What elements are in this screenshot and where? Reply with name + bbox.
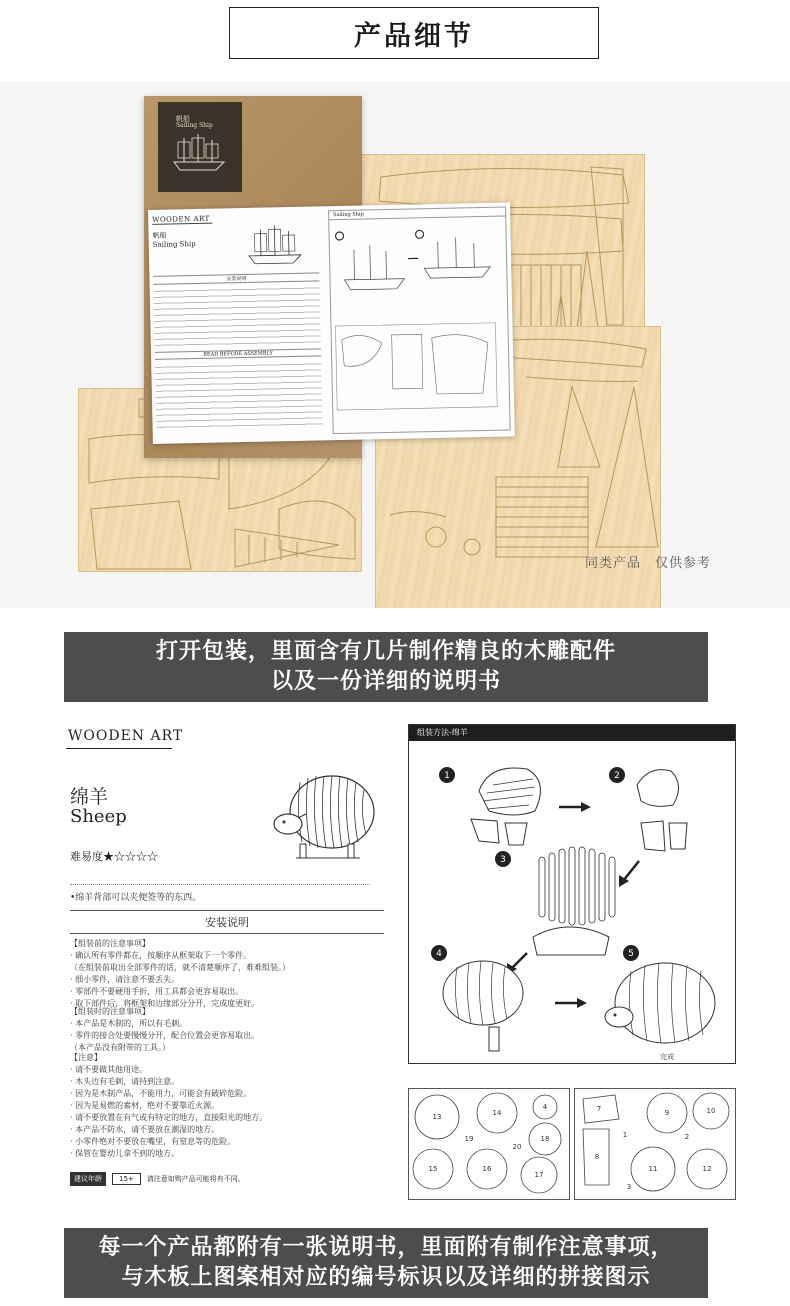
section-title [70, 910, 384, 934]
part-number: 1 [622, 1131, 628, 1139]
part-number: 3 [626, 1183, 632, 1191]
envelope-label-cn: 帆船 [176, 115, 190, 123]
manual-right-header: Sailing Ship [329, 208, 505, 221]
note-line: · 小零件绝对不要放在嘴里，有窒息等的危险。 [70, 1137, 236, 1146]
manual-sheet [148, 202, 515, 444]
ship-icon [170, 132, 228, 172]
manual-read-before: READ BEFORE ASSEMBLY [155, 348, 321, 359]
note-line: （本产品没有附带的工具。） [70, 1043, 170, 1052]
step-badge-5: 5 [628, 949, 634, 959]
note-line: · 因为是易燃的素材，绝对不要靠近火源。 [70, 1101, 220, 1110]
step-2 [609, 767, 687, 851]
assembly-steps-panel [408, 724, 736, 1064]
step-1 [439, 767, 540, 845]
envelope-label-en: Sailing Ship [176, 122, 213, 129]
step-3 [495, 847, 615, 955]
age-value: 15+ [112, 1173, 141, 1185]
notes-caution [70, 1052, 384, 1160]
note-line: 【组装前的注意事项】 [70, 939, 150, 948]
sheep-icon [270, 764, 378, 864]
banner-2-line-1: 每一个产品都附有一张说明书，里面附有制作注意事项， [98, 1235, 674, 1260]
step-badge-2: 2 [614, 771, 620, 781]
manual-brand: WOODEN ART [152, 215, 212, 225]
note-line: · 请不要做其他用途。 [70, 1065, 148, 1074]
note-line: · 零件的接合处要慢慢分开，配合位置会更容易取出。 [70, 1031, 260, 1040]
brand-name: WOODEN ART [68, 728, 184, 744]
banner-1-line-2: 以及一份详细的说明书 [270, 669, 501, 694]
manual-section: 安装说明 [153, 272, 319, 284]
note-line: · 本产品是木制的，所以有毛刺。 [70, 1019, 188, 1028]
age-label: 建议年龄 [70, 1172, 106, 1186]
age-footer [70, 1172, 245, 1186]
steps-header: 组装方法-绵羊 [409, 725, 735, 741]
notes-during-assembly [70, 1006, 384, 1054]
note-line: · 细小零件，请注意不要丢失。 [70, 975, 180, 984]
photo-note: 同类产品 仅供参考 [585, 556, 712, 571]
part-number: 10 [706, 1107, 716, 1115]
manual-name-en: Sailing Ship [152, 240, 196, 249]
sheep-manual-left-page [66, 724, 388, 1192]
ship-icon [244, 223, 305, 268]
part-number: 14 [492, 1109, 502, 1117]
caption-banner-2 [64, 1228, 708, 1298]
part-number: 15 [428, 1165, 438, 1173]
note-line: · 本产品不防水，请不要放在潮湿的地方。 [70, 1125, 220, 1134]
banner-1-line-1: 打开包装，里面含有几片制作精良的木雕配件 [155, 639, 616, 664]
note-line: · 零部件不要硬用手折，用工具都会更容易取出。 [70, 987, 244, 996]
step-badge-1: 1 [444, 771, 450, 781]
product-name-cn: 绵羊 [70, 786, 109, 808]
envelope-label [158, 102, 242, 192]
part-number: 11 [648, 1165, 658, 1173]
divider [70, 884, 370, 885]
product-name-en: Sheep [70, 806, 127, 827]
note-line: · 确认所有零件都在，按顺序从框架取下一个零件。 [70, 951, 252, 960]
step-badge-3: 3 [500, 855, 506, 865]
note-line: 【组装时的注意事项】 [70, 1007, 150, 1016]
step-5 [605, 945, 715, 1061]
page-title: 产品细节 [229, 7, 599, 59]
part-number: 9 [664, 1109, 670, 1117]
note-line: （在组装前取出全部零件的话，就不清楚顺序了，难难组装。） [70, 963, 290, 972]
part-number: 13 [432, 1113, 442, 1121]
part-number: 2 [684, 1133, 690, 1141]
age-note: 请注意如购产品可能将有不同。 [146, 1175, 245, 1183]
part-number: 4 [542, 1103, 548, 1111]
banner-2-line-2: 与木板上图案相对应的编号标识以及详细的拼接图示 [121, 1265, 651, 1290]
note-line: · 请不要放置在有气或有特定的地方，直接阳光的地方。 [70, 1113, 268, 1122]
parts-diagram-2 [574, 1088, 736, 1200]
notes-before-assembly [70, 938, 384, 1010]
done-label: 完成 [660, 1053, 674, 1061]
step-badge-4: 4 [436, 949, 442, 959]
note-line: · 因为是木制产品，不能用力，可能会有破碎危险。 [70, 1089, 252, 1098]
part-number: 8 [594, 1153, 600, 1161]
note-line: · 取下部件后，将框架和边缘部分分开，完成度更好。 [70, 999, 260, 1008]
manual-name-cn: 帆船 [152, 231, 167, 240]
product-photo [0, 82, 790, 608]
part-number: 16 [482, 1165, 492, 1173]
note-line: · 保管在婴幼儿拿不到的地方。 [70, 1149, 180, 1158]
note-line: · 木头边有毛刺，请持到注意。 [70, 1077, 180, 1086]
assembly-diagram [409, 741, 735, 1063]
part-number: 7 [596, 1105, 602, 1113]
usage-tip: •绵羊背部可以夹便签等的东西。 [70, 893, 202, 903]
brand-underline [66, 748, 172, 749]
parts-diagram-1 [408, 1088, 570, 1200]
step-4 [431, 945, 523, 1051]
part-number: 19 [464, 1135, 474, 1143]
part-number: 20 [512, 1143, 522, 1151]
note-line: 【注意】 [70, 1053, 102, 1062]
part-number: 18 [540, 1135, 550, 1143]
part-number: 17 [534, 1171, 544, 1179]
part-number: 12 [702, 1165, 712, 1173]
caption-banner-1 [64, 632, 708, 702]
section-title-text: 安装说明 [205, 916, 249, 929]
difficulty-rating: 难易度★☆☆☆☆ [70, 850, 158, 863]
